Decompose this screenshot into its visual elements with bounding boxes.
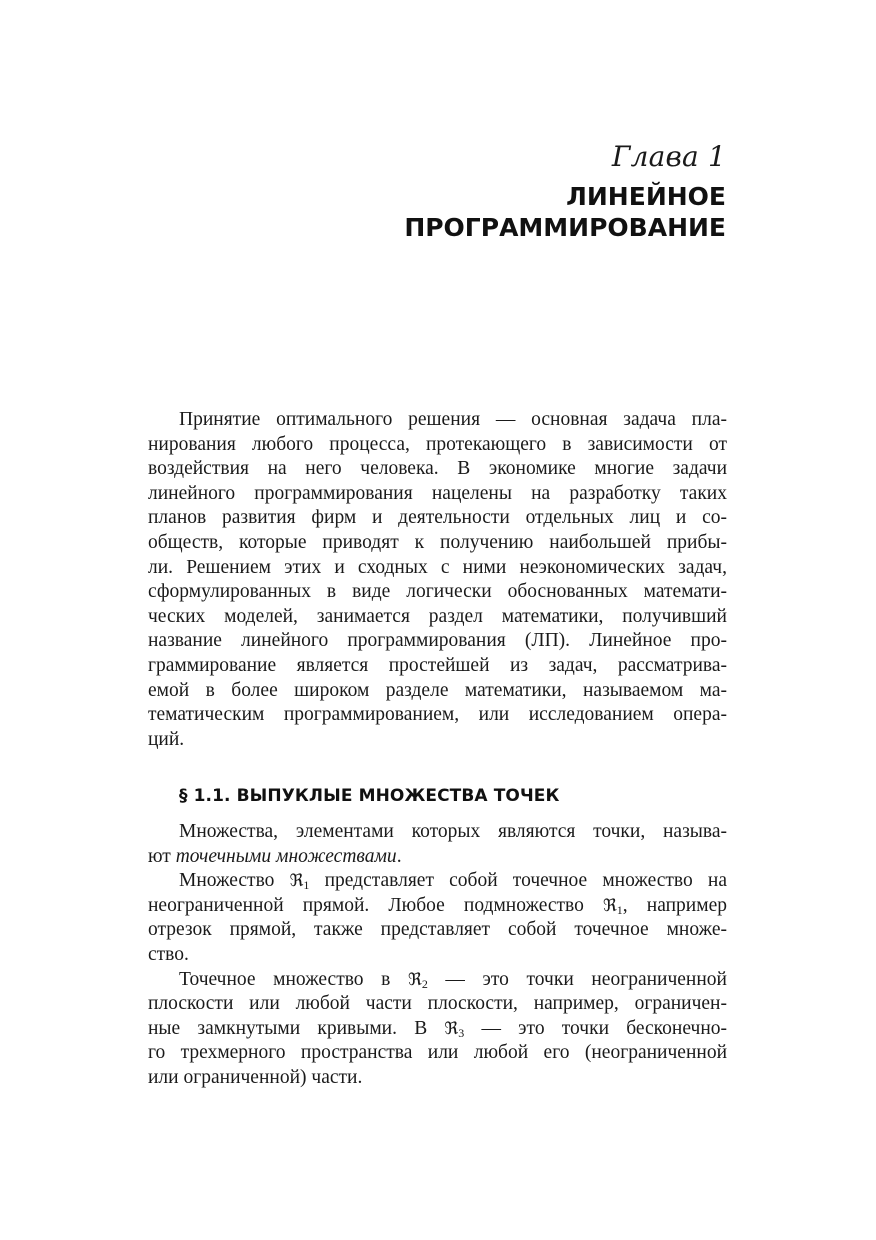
text-run: представляет собой точечное множество на — [309, 870, 727, 892]
text-line: ческих моделей, занимается раздел математики, получивший — [148, 605, 727, 627]
section-heading: § 1.1. ВЫПУКЛЫЕ МНОЖЕСТВА ТОЧЕК — [179, 786, 560, 806]
subscript: 2 — [421, 976, 428, 991]
real-space-symbol: ℜ — [407, 969, 422, 990]
text-line: Множества, элементами которых являются точки, называ- — [179, 821, 727, 842]
text-line: линейного программирования нацелены на разработку таких — [148, 482, 727, 504]
chapter-title-line-1: ЛИНЕЙНОЕ — [566, 182, 726, 211]
text-line: го трехмерного пространства или любой его (неограниченной — [148, 1042, 727, 1064]
text-line: планов развития фирм и деятельности отдельных лиц и со- — [148, 507, 727, 529]
real-space-symbol: ℜ — [602, 895, 617, 916]
term-emphasis: точечными множествами — [175, 845, 397, 867]
subscript: 1 — [616, 902, 623, 917]
text-line: Принятие оптимального решения — основная задача пла- — [179, 409, 727, 430]
text-line: тематическим программированием, или исследованием опера- — [148, 704, 727, 726]
intro-paragraph — [148, 408, 727, 752]
text-line: плоскости или любой части плоскости, например, ограничен- — [148, 993, 727, 1015]
text-line: обществ, которые приводят к получению наибольшей прибы- — [148, 531, 727, 553]
text-line — [148, 845, 727, 870]
text-line — [148, 1017, 727, 1042]
text-line: нирования любого процесса, протекающего в зависимости от — [148, 433, 727, 455]
text-run: ные замкнутыми кривыми. В — [148, 1017, 445, 1039]
text-run: , например — [622, 894, 727, 916]
text-run: — это точки неограниченной — [427, 968, 727, 990]
text-line: название линейного программирования (ЛП). Линейное про- — [148, 630, 727, 652]
text-run: Множество — [179, 870, 290, 892]
text-run: — это точки бесконечно- — [464, 1017, 727, 1039]
text-run: неограниченной прямой. Любое подмножество — [148, 894, 603, 916]
subscript: 1 — [303, 878, 310, 893]
text-run: . — [396, 845, 402, 867]
text-line: сформулированных в виде логически обоснованных математи- — [148, 581, 727, 603]
real-space-symbol: ℜ — [289, 871, 304, 892]
text-run: ют — [148, 845, 176, 867]
text-line: воздействия на него человека. В экономике многие задачи — [148, 458, 727, 480]
text-line: ций. — [148, 728, 185, 750]
subscript: 3 — [458, 1025, 465, 1040]
text-line: ство. — [148, 943, 189, 965]
section-body — [148, 820, 727, 1091]
text-line: граммирование является простейшей из задач, рассматрива- — [148, 654, 727, 676]
text-line — [148, 968, 727, 993]
real-space-symbol: ℜ — [444, 1018, 459, 1039]
text-line — [148, 869, 727, 894]
text-line: отрезок прямой, также представляет собой точечное множе- — [148, 919, 727, 941]
text-line — [148, 894, 727, 919]
text-run: Точечное множество в — [179, 968, 408, 990]
chapter-title — [404, 181, 726, 243]
chapter-title-line-2: ПРОГРАММИРОВАНИЕ — [404, 213, 726, 242]
text-line: или ограниченной) части. — [148, 1066, 363, 1088]
chapter-number: Глава 1 — [611, 140, 726, 173]
text-line: емой в более широком разделе математики, называемом ма- — [148, 679, 727, 701]
text-line: ли. Решением этих и сходных с ними неэкономических задач, — [148, 556, 727, 578]
